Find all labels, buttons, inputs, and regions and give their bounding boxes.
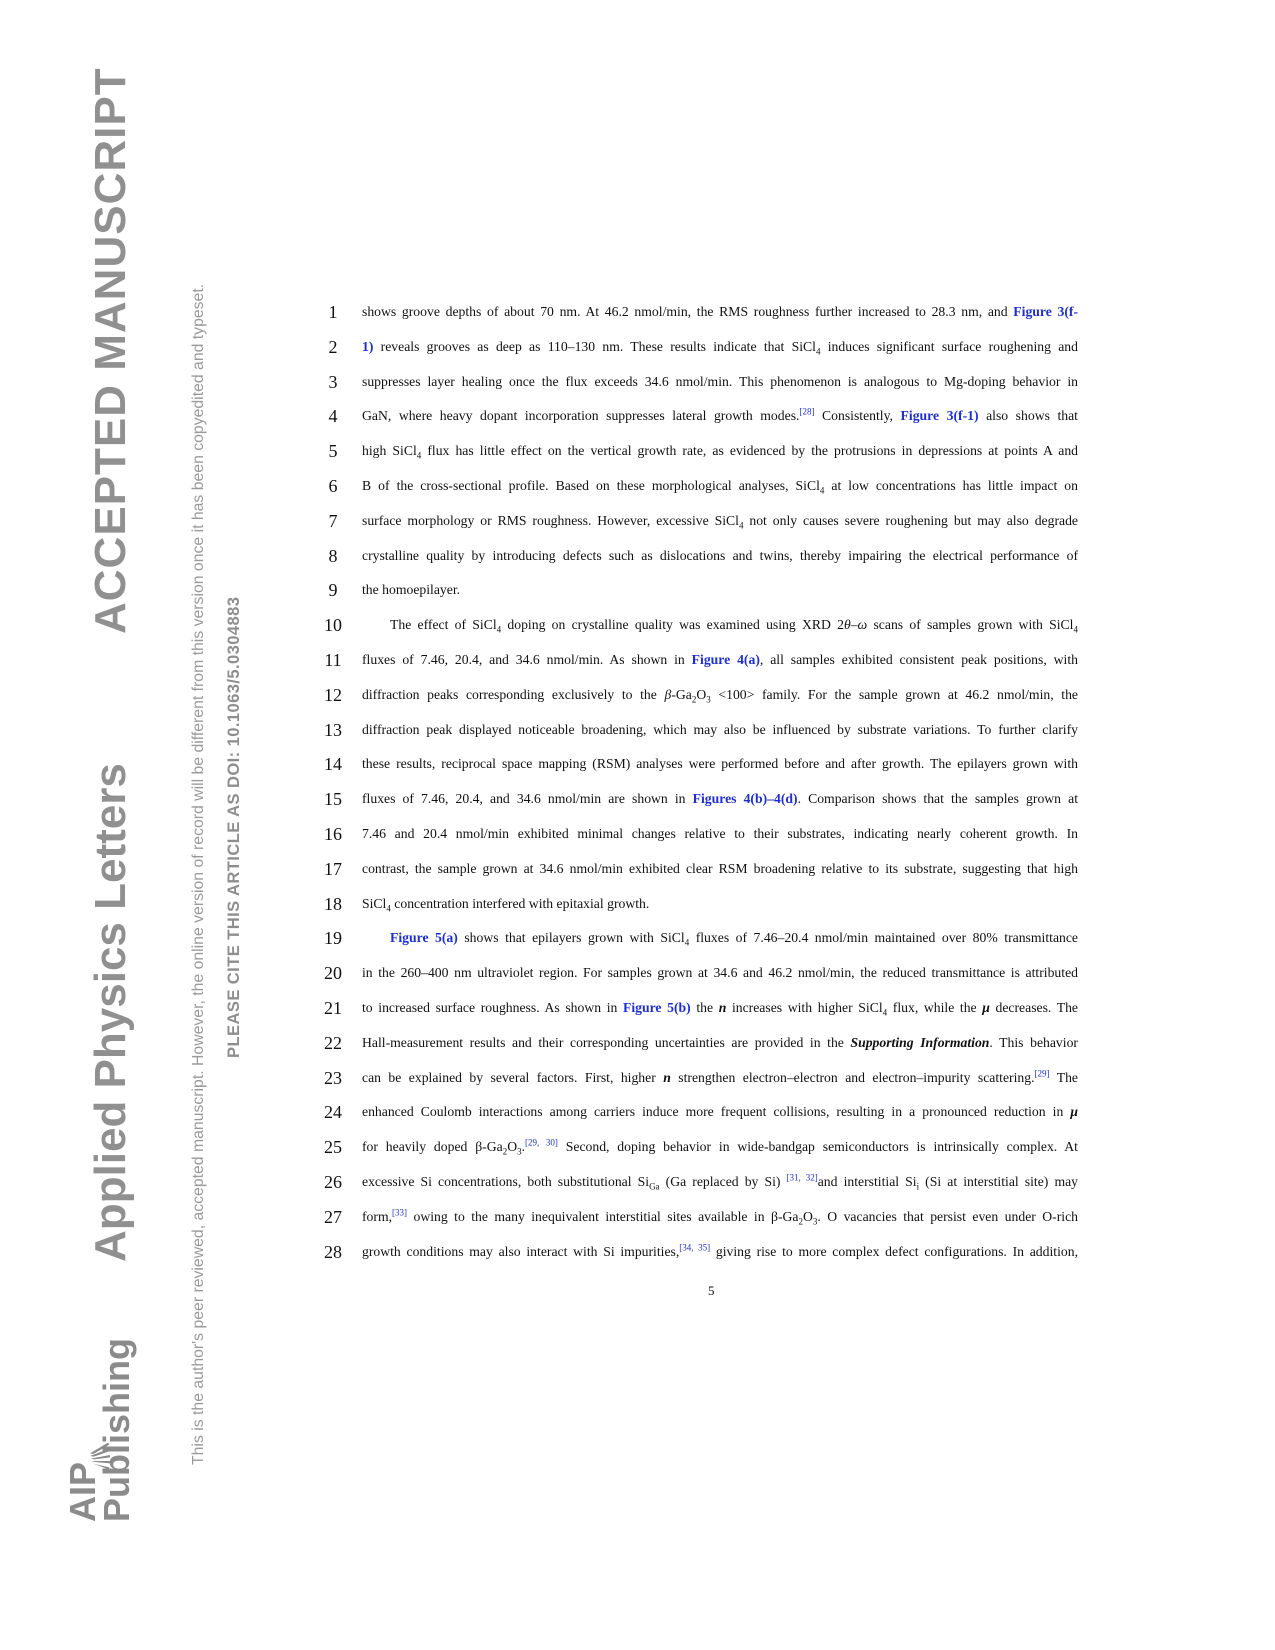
line-number: 17 — [324, 858, 342, 879]
citation-34-35[interactable]: [34, 35] — [679, 1242, 711, 1253]
logo-wordmark — [62, 1338, 137, 1522]
line-7 — [300, 511, 1120, 547]
line-text: 1) reveals grooves as deep as 110–130 nm. These results indicate that SiCl$_4$ induces significant surface roughening and — [362, 338, 1078, 357]
citation-28[interactable]: [28] — [799, 406, 815, 417]
logo-line-aip: AIP — [62, 1461, 103, 1522]
accepted-manuscript-banner: ACCEPTED MANUSCRIPT — [86, 67, 135, 634]
line-19 — [300, 928, 1120, 964]
figures-4b-4d-link[interactable]: Figures 4(b)–4(d) — [692, 791, 798, 807]
line-text: form,[33] owing to the many inequivalent interstitial sites available in $\beta-Ga_2O_3$. O vacancies that persist even under O-rich — [362, 1207, 1078, 1227]
line-number: 16 — [324, 824, 342, 844]
figure-3f-link[interactable]: Figure 3(f- — [1013, 304, 1079, 319]
line-number: 6 — [328, 476, 338, 496]
line-text: shows groove depths of about 70 nm. At 46.2 nmol/min, the RMS roughness further increased to 28.3 nm, and Figure 3(f- — [362, 304, 1079, 319]
line-28 — [300, 1242, 1120, 1278]
line-text: can be explained by several factors. First, higher n strengthen electron–electron and electron–impurity scattering.[29] The — [362, 1068, 1079, 1085]
line-number: 22 — [324, 1032, 342, 1053]
manuscript-notice: This is the author's peer reviewed, accepted manuscript. However, the online version of record will be different from this version once it has been copyedited and typeset. — [190, 283, 207, 1465]
line-number: 4 — [328, 406, 338, 427]
line-number: 12 — [324, 684, 342, 705]
line-number: 25 — [324, 1137, 342, 1158]
line-text: diffraction peaks corresponding exclusively to the $\beta-Ga_2O_3 <100>$ family. For the sample grown at 46.2 nmol/min, the — [362, 686, 1079, 705]
line-2 — [300, 337, 1120, 373]
line-number: 21 — [324, 998, 342, 1018]
line-text: high SiCl$_4$ flux has little effect on the vertical growth rate, as evidenced by the protrusions in depressions at points A and — [362, 443, 1079, 461]
line-3 — [300, 372, 1120, 408]
line-number: 28 — [324, 1241, 342, 1262]
line-4 — [300, 406, 1120, 442]
line-number: 20 — [324, 963, 342, 984]
line-text: Figure 5(a) shows that epilayers grown with SiCl$_4$ fluxes of 7.46–20.4 nmol/min maintained over 80% transmittance — [390, 930, 1079, 949]
line-text: fluxes of 7.46, 20.4, and 34.6 nmol/min are shown in Figures 4(b)–4(d). Comparison shows that the samples grown at — [362, 791, 1078, 807]
line-text: 7.46 and 20.4 nmol/min exhibited minimal changes relative to their substrates, indicating nearly coherent growth. In — [362, 826, 1078, 841]
line-20 — [300, 963, 1120, 999]
line-text: GaN, where heavy dopant incorporation suppresses lateral growth modes.[28] Consistently, Figure 3(f-1) also shows that — [362, 406, 1078, 424]
figure-4a-link[interactable]: Figure 4(a) — [691, 652, 760, 667]
line-5 — [300, 441, 1120, 477]
line-27 — [300, 1207, 1120, 1243]
figure-5b-link[interactable]: Figure 5(b) — [622, 1000, 691, 1015]
line-18 — [300, 894, 1120, 930]
line-text: The effect of SiCl$_4$ doping on crystalline quality was examined using XRD 2θ–ω scans of samples grown with SiCl$_4$ — [390, 617, 1078, 635]
journal-name: Applied Physics Letters — [86, 763, 135, 1262]
line-text: diffraction peak displayed noticeable broadening, which may also be influenced by substrate variations. To further clarify — [362, 721, 1078, 737]
line-14 — [300, 754, 1120, 790]
line-text: the homoepilayer. — [362, 582, 461, 598]
figure-3f1-link[interactable]: Figure 3(f-1) — [900, 408, 979, 424]
supporting-information-ref: Supporting Information — [850, 1034, 990, 1050]
line-number: 15 — [324, 789, 342, 810]
line-25 — [300, 1137, 1120, 1173]
line-10 — [300, 615, 1120, 651]
line-text: for heavily doped $\beta-Ga_2O_3.[29, 30]$ Second, doping behavior in wide-bandgap semiconductors is intrinsically complex. At — [362, 1137, 1078, 1157]
sidebar — [0, 0, 260, 1650]
line-text: Hall-measurement results and their corresponding uncertainties are provided in the Supporting Information. This behavior — [362, 1034, 1078, 1050]
line-22 — [300, 1033, 1120, 1069]
line-text: excessive Si concentrations, both substitutional $Si_{Ga}$ (Ga replaced by Si) [31, 32]and interstitial $Si_i$ (Si at interstitial site) may — [362, 1172, 1079, 1192]
line-number: 19 — [324, 928, 342, 949]
line-1 — [300, 302, 1120, 338]
line-8 — [300, 546, 1120, 582]
line-number: 13 — [324, 719, 342, 740]
line-text: enhanced Coulomb interactions among carriers induce more frequent collisions, resulting in a pronounced reduction in μ — [362, 1104, 1078, 1120]
line-number: 5 — [328, 441, 338, 462]
line-number: 11 — [324, 650, 342, 670]
citation-29-30[interactable]: [29, 30] — [525, 1137, 558, 1148]
line-number: 23 — [324, 1067, 342, 1088]
line-text: SiCl$_4$ concentration interfered with epitaxial growth. — [362, 895, 650, 914]
line-number: 8 — [328, 545, 338, 566]
line-21 — [300, 998, 1120, 1034]
line-12 — [300, 685, 1120, 721]
line-6 — [300, 476, 1120, 512]
line-text: growth conditions may also interact with Si impurities,[34, 35] giving rise to more complex defect configurations. In addition, — [362, 1242, 1078, 1259]
line-number: 10 — [324, 615, 342, 636]
line-text: B of the cross-sectional profile. Based on these morphological analyses, SiCl$_4$ at low concentrations has little impact on — [362, 478, 1078, 496]
cite-doi-notice: PLEASE CITE THIS ARTICLE AS DOI: 10.1063/5.0304883 — [224, 596, 243, 1058]
line-17 — [300, 859, 1120, 895]
line-11 — [300, 650, 1120, 686]
line-number: 14 — [324, 754, 342, 775]
citation-31-32[interactable]: [31, 32] — [786, 1172, 818, 1183]
line-text: fluxes of 7.46, 20.4, and 34.6 nmol/min. As shown in Figure 4(a), all samples exhibited consistent peak positions, with — [362, 652, 1078, 667]
line-number: 7 — [328, 510, 338, 531]
line-text: crystalline quality by introducing defects such as dislocations and twins, thereby impairing the electrical performance of — [362, 547, 1078, 563]
page-number: 5 — [708, 1283, 715, 1298]
line-number: 1 — [328, 302, 338, 322]
line-number: 26 — [324, 1172, 342, 1192]
line-number: 2 — [328, 336, 338, 357]
line-15 — [300, 789, 1120, 825]
line-26 — [300, 1172, 1120, 1208]
line-24 — [300, 1102, 1120, 1138]
figure-3f-link-cont[interactable]: 1) — [362, 338, 374, 354]
line-text: these results, reciprocal space mapping (RSM) analyses were performed before and after growth. The epilayers grown with — [362, 756, 1078, 772]
line-16 — [300, 824, 1120, 860]
line-number: 9 — [328, 580, 338, 601]
figure-5a-link[interactable]: Figure 5(a) — [390, 930, 458, 946]
line-number: 24 — [324, 1102, 342, 1123]
line-number: 3 — [328, 371, 338, 392]
line-number: 18 — [324, 893, 342, 914]
line-text: in the 260–400 nm ultraviolet region. For samples grown at 34.6 and 46.2 nmol/min, the reduced transmittance is attributed — [362, 965, 1078, 981]
line-text: suppresses layer healing once the flux exceeds 34.6 nmol/min. This phenomenon is analogous to Mg-doping behavior in — [362, 373, 1078, 389]
line-text: contrast, the sample grown at 34.6 nmol/min exhibited clear RSM broadening relative to its substrate, suggesting that high — [362, 860, 1078, 876]
line-number: 27 — [324, 1206, 342, 1227]
citation-33[interactable]: [33] — [392, 1207, 408, 1218]
line-13 — [300, 720, 1120, 756]
logo-line-publishing: Publishing — [96, 1338, 137, 1522]
line-23 — [300, 1068, 1120, 1104]
line-9 — [300, 580, 1120, 616]
line-text: surface morphology or RMS roughness. However, excessive SiCl$_4$ not only causes severe roughening but may also degrade — [362, 512, 1079, 531]
citation-29[interactable]: [29] — [1034, 1068, 1050, 1079]
line-text: to increased surface roughness. As shown in Figure 5(b) the n increases with higher SiCl$_4$ flux, while the μ decreases. The — [362, 1000, 1079, 1018]
